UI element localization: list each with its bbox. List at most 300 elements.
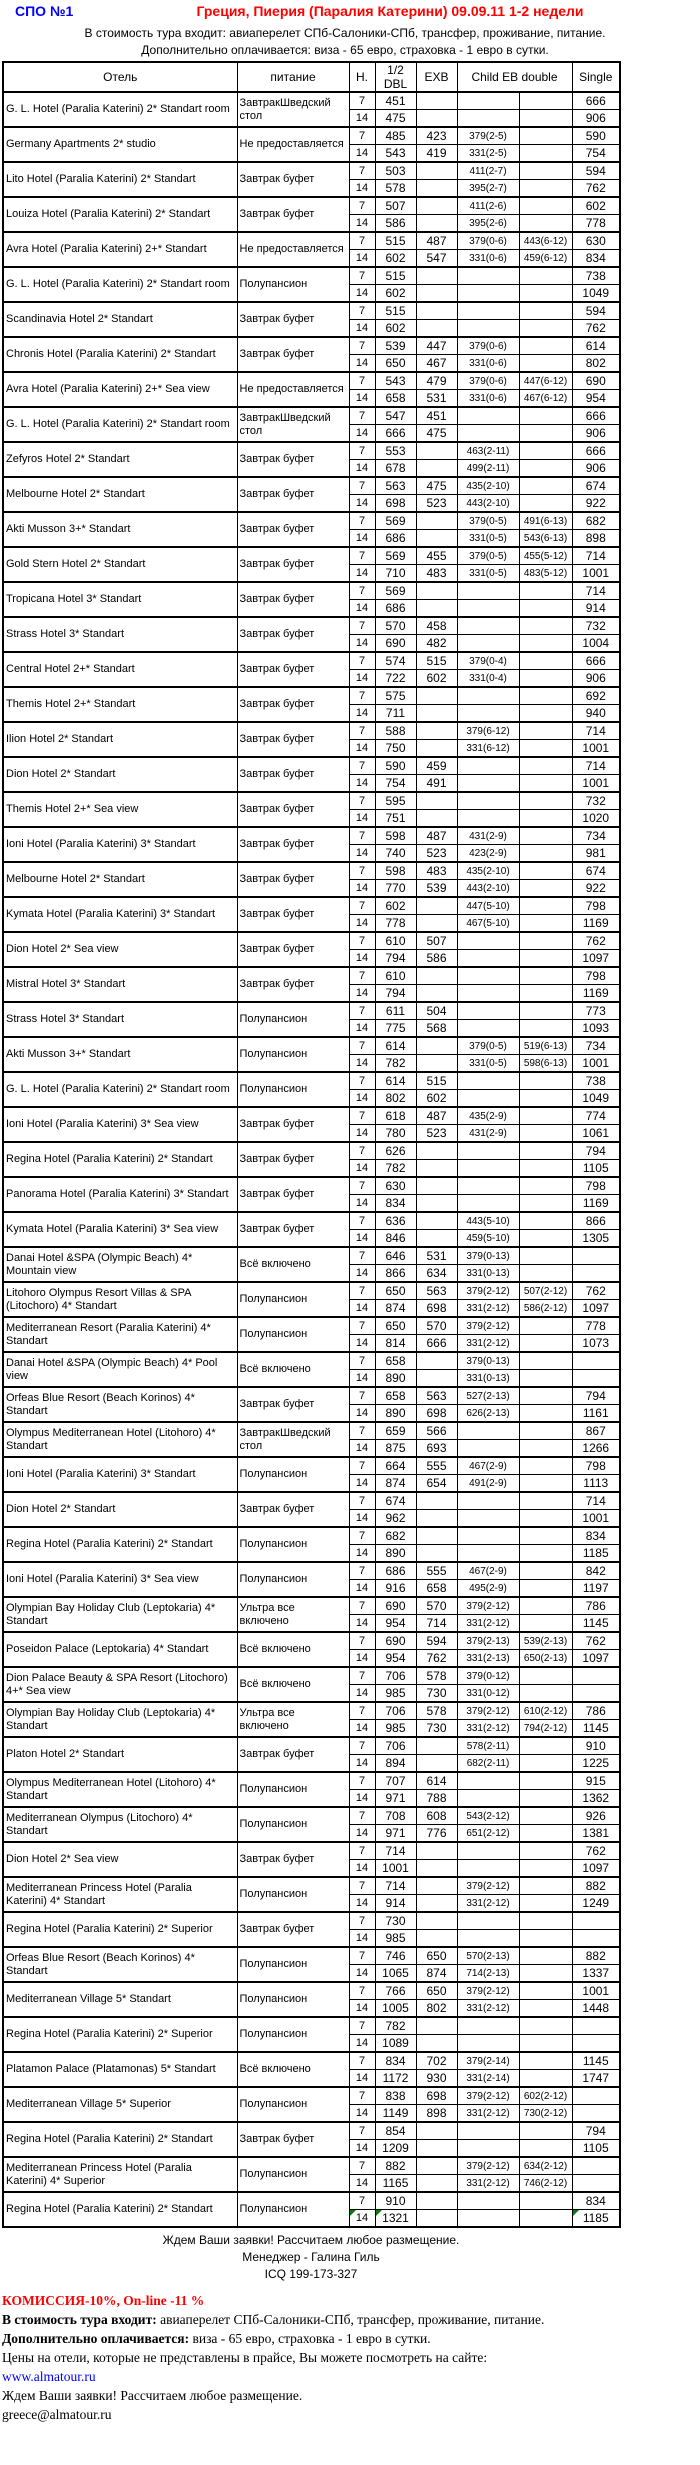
cell-child-1 <box>457 2122 519 2140</box>
cell-child-2 <box>519 1895 572 1913</box>
cell-single: 1169 <box>572 1195 620 1213</box>
cell-dbl: 794 <box>375 950 416 968</box>
cell-single: 910 <box>572 1737 620 1755</box>
cell-child-1: 379(2-12) <box>457 1702 519 1720</box>
hotel-name-cell: Kymata Hotel (Paralia Katerini) 3* Standart <box>3 897 237 932</box>
cell-child-2 <box>519 827 572 845</box>
hotel-name-cell: Mediterranean Village 5* Standart <box>3 1982 237 2017</box>
cell-child-2 <box>519 2035 572 2053</box>
cell-single: 734 <box>572 1037 620 1055</box>
table-row <box>3 162 620 180</box>
cell-exb <box>416 1842 457 1860</box>
cell-exb: 455 <box>416 547 457 565</box>
meal-cell: Завтрак буфет <box>237 1387 349 1422</box>
cell-dbl: 610 <box>375 932 416 950</box>
cell-child-2 <box>519 1335 572 1353</box>
cell-child-2 <box>519 757 572 775</box>
cell-nights: 7 <box>349 267 375 285</box>
cell-dbl: 985 <box>375 1720 416 1738</box>
table-row <box>3 1772 620 1790</box>
cell-exb <box>416 810 457 828</box>
cell-exb: 475 <box>416 477 457 495</box>
meal-cell: ЗавтракШведский стол <box>237 92 349 127</box>
meal-cell: Не предоставляется <box>237 127 349 162</box>
cell-exb <box>416 1037 457 1055</box>
table-row <box>3 687 620 705</box>
cell-exb <box>416 530 457 548</box>
cell-child-2 <box>519 932 572 950</box>
cell-dbl: 746 <box>375 1947 416 1965</box>
cell-child-1 <box>457 1020 519 1038</box>
table-row <box>3 1562 620 1580</box>
cell-child-1: 379(2-12) <box>457 1282 519 1300</box>
hotel-name-cell: Scandinavia Hotel 2* Standart <box>3 302 237 337</box>
cell-exb: 608 <box>416 1807 457 1825</box>
cell-child-2 <box>519 2210 572 2228</box>
bottom-requests: Ждем Ваши заявки! Рассчитаем любое размещение. <box>2 2388 303 2403</box>
cell-nights: 14 <box>349 1580 375 1598</box>
cell-child-2 <box>519 1737 572 1755</box>
cell-dbl: 515 <box>375 232 416 250</box>
meal-cell: Завтрак буфет <box>237 1142 349 1177</box>
cell-child-1 <box>457 705 519 723</box>
cell-nights: 7 <box>349 127 375 145</box>
table-row <box>3 617 620 635</box>
cell-nights: 14 <box>349 1370 375 1388</box>
cell-child-1 <box>457 1860 519 1878</box>
cell-dbl: 543 <box>375 372 416 390</box>
cell-child-2 <box>519 477 572 495</box>
cell-child-1: 331(0-5) <box>457 1055 519 1073</box>
cell-exb: 602 <box>416 670 457 688</box>
cell-single: 1097 <box>572 1860 620 1878</box>
cell-exb: 475 <box>416 425 457 443</box>
meal-cell: Полупансион <box>237 2087 349 2122</box>
meal-cell: Завтрак буфет <box>237 162 349 197</box>
cell-exb: 802 <box>416 2000 457 2018</box>
cell-dbl: 602 <box>375 285 416 303</box>
cell-single: 1249 <box>572 1895 620 1913</box>
cell-single: 754 <box>572 145 620 163</box>
cell-single: 906 <box>572 110 620 128</box>
meal-cell: Завтрак буфет <box>237 442 349 477</box>
cell-nights: 14 <box>349 1685 375 1703</box>
meal-cell: Не предоставляется <box>237 372 349 407</box>
cell-single <box>572 1265 620 1283</box>
cell-dbl: 866 <box>375 1265 416 1283</box>
cell-exb: 451 <box>416 407 457 425</box>
cell-single: 714 <box>572 582 620 600</box>
cell-single: 773 <box>572 1002 620 1020</box>
cell-child-1 <box>457 792 519 810</box>
cell-nights: 7 <box>349 92 375 110</box>
cell-exb: 693 <box>416 1440 457 1458</box>
cell-nights: 14 <box>349 215 375 233</box>
cell-nights: 7 <box>349 2122 375 2140</box>
cell-nights: 7 <box>349 337 375 355</box>
meal-cell: Не предоставляется <box>237 232 349 267</box>
cell-nights: 7 <box>349 687 375 705</box>
hotel-name-cell: Ilion Hotel 2* Standart <box>3 722 237 757</box>
cell-child-2 <box>519 285 572 303</box>
cell-child-1: 331(2-12) <box>457 1615 519 1633</box>
table-row <box>3 372 620 390</box>
cell-single: 882 <box>572 1947 620 1965</box>
table-row <box>3 792 620 810</box>
cell-nights: 14 <box>349 845 375 863</box>
cell-nights: 7 <box>349 1562 375 1580</box>
cell-nights: 14 <box>349 600 375 618</box>
cell-single: 915 <box>572 1772 620 1790</box>
cell-single: 762 <box>572 1632 620 1650</box>
cell-dbl: 666 <box>375 425 416 443</box>
cell-nights: 14 <box>349 950 375 968</box>
cell-child-2 <box>519 1475 572 1493</box>
cell-single: 1001 <box>572 1055 620 1073</box>
cell-nights: 14 <box>349 1755 375 1773</box>
table-row <box>3 1597 620 1615</box>
cell-exb: 654 <box>416 1475 457 1493</box>
cell-dbl: 698 <box>375 495 416 513</box>
cell-dbl: 985 <box>375 1685 416 1703</box>
meal-cell: Завтрак буфет <box>237 967 349 1002</box>
cell-nights: 7 <box>349 582 375 600</box>
meal-cell: Завтрак буфет <box>237 477 349 512</box>
meal-cell: Полупансион <box>237 1037 349 1072</box>
cell-child-2 <box>519 2070 572 2088</box>
cell-single: 798 <box>572 897 620 915</box>
meal-cell: Завтрак буфет <box>237 792 349 827</box>
cell-child-2 <box>519 705 572 723</box>
col-header-child: Child EB double <box>457 62 572 92</box>
cell-dbl: 914 <box>375 1895 416 1913</box>
cell-child-1: 331(0-6) <box>457 355 519 373</box>
cell-child-1 <box>457 600 519 618</box>
hotel-name-cell: G. L. Hotel (Paralia Katerini) 2* Standart room <box>3 407 237 442</box>
cell-single: 1001 <box>572 1510 620 1528</box>
cell-nights: 14 <box>349 2140 375 2158</box>
cell-nights: 7 <box>349 1842 375 1860</box>
cell-child-1: 578(2-11) <box>457 1737 519 1755</box>
cell-dbl: 766 <box>375 1982 416 2000</box>
table-row <box>3 1177 620 1195</box>
cell-dbl: 686 <box>375 1562 416 1580</box>
cell-nights: 14 <box>349 2070 375 2088</box>
cell-child-2 <box>519 1492 572 1510</box>
footer-icq: ICQ 199-173-327 <box>264 2267 358 2281</box>
cell-dbl: 610 <box>375 967 416 985</box>
hotel-name-cell: Poseidon Palace (Leptokaria) 4* Standart <box>3 1632 237 1667</box>
table-row <box>3 407 620 425</box>
cell-single: 762 <box>572 932 620 950</box>
cell-dbl: 985 <box>375 1930 416 1948</box>
cell-dbl: 706 <box>375 1702 416 1720</box>
cell-single: 1001 <box>572 1982 620 2000</box>
cell-exb <box>416 1930 457 1948</box>
cell-dbl: 658 <box>375 1387 416 1405</box>
cell-dbl: 730 <box>375 1912 416 1930</box>
cell-child-2 <box>519 302 572 320</box>
hotel-name-cell: Panorama Hotel (Paralia Katerini) 3* Standart <box>3 1177 237 1212</box>
cell-child-1: 379(0-13) <box>457 1352 519 1370</box>
cell-single: 1362 <box>572 1790 620 1808</box>
cell-dbl: 630 <box>375 1177 416 1195</box>
cell-child-2 <box>519 1877 572 1895</box>
cell-single: 922 <box>572 880 620 898</box>
cell-child-2 <box>519 862 572 880</box>
cell-exb <box>416 897 457 915</box>
cell-exb <box>416 1510 457 1528</box>
cell-single: 732 <box>572 792 620 810</box>
cell-child-1 <box>457 2017 519 2035</box>
cell-nights: 14 <box>349 1265 375 1283</box>
cell-dbl: 711 <box>375 705 416 723</box>
meal-cell: Полупансион <box>237 2017 349 2052</box>
cell-child-1: 331(2-12) <box>457 1335 519 1353</box>
cell-child-2 <box>519 1212 572 1230</box>
cell-single: 692 <box>572 687 620 705</box>
meal-cell: ЗавтракШведский стол <box>237 407 349 442</box>
cell-single: 1337 <box>572 1965 620 1983</box>
cell-exb <box>416 1055 457 1073</box>
cell-single: 594 <box>572 162 620 180</box>
cell-dbl: 1005 <box>375 2000 416 2018</box>
meal-cell: Завтрак буфет <box>237 652 349 687</box>
cell-child-2: 730(2-12) <box>519 2105 572 2123</box>
table-row <box>3 477 620 495</box>
cell-child-1: 331(0-6) <box>457 250 519 268</box>
table-row <box>3 582 620 600</box>
cell-single <box>572 2087 620 2105</box>
cell-child-2 <box>519 1580 572 1598</box>
hotel-name-cell: Regina Hotel (Paralia Katerini) 2* Standart <box>3 1527 237 1562</box>
table-row <box>3 1247 620 1265</box>
cell-exb: 634 <box>416 1265 457 1283</box>
table-row <box>3 1212 620 1230</box>
cell-dbl: 854 <box>375 2122 416 2140</box>
cell-child-1: 543(2-12) <box>457 1807 519 1825</box>
cell-dbl: 602 <box>375 320 416 338</box>
cell-nights: 14 <box>349 110 375 128</box>
cell-child-1 <box>457 1930 519 1948</box>
cell-child-1: 395(2-7) <box>457 180 519 198</box>
cell-nights: 7 <box>349 302 375 320</box>
cell-child-2 <box>519 1790 572 1808</box>
cell-exb <box>416 1352 457 1370</box>
cell-nights: 14 <box>349 2035 375 2053</box>
cell-nights: 7 <box>349 1527 375 1545</box>
cell-exb: 523 <box>416 845 457 863</box>
cell-dbl: 740 <box>375 845 416 863</box>
cell-nights: 14 <box>349 355 375 373</box>
meal-cell: Полупансион <box>237 1807 349 1842</box>
cell-dbl: 780 <box>375 1125 416 1143</box>
cell-dbl: 707 <box>375 1772 416 1790</box>
cell-child-2 <box>519 1457 572 1475</box>
cell-single: 666 <box>572 442 620 460</box>
cell-dbl: 503 <box>375 162 416 180</box>
meal-cell: Завтрак буфет <box>237 197 349 232</box>
cell-nights: 14 <box>349 705 375 723</box>
cell-single: 1105 <box>572 2140 620 2158</box>
cell-exb: 458 <box>416 617 457 635</box>
cell-single: 1073 <box>572 1335 620 1353</box>
cell-dbl: 659 <box>375 1422 416 1440</box>
cell-dbl: 626 <box>375 1142 416 1160</box>
meal-cell: Завтрак буфет <box>237 1492 349 1527</box>
cell-child-2 <box>519 985 572 1003</box>
cell-exb <box>416 1160 457 1178</box>
cell-exb: 602 <box>416 1090 457 1108</box>
cell-child-2 <box>519 2052 572 2070</box>
cell-child-2 <box>519 775 572 793</box>
cell-dbl: 778 <box>375 915 416 933</box>
meal-cell: Завтрак буфет <box>237 302 349 337</box>
cell-nights: 7 <box>349 792 375 810</box>
table-row <box>3 127 620 145</box>
cell-single: 682 <box>572 512 620 530</box>
cell-exb: 487 <box>416 1107 457 1125</box>
table-row <box>3 967 620 985</box>
cell-dbl: 802 <box>375 1090 416 1108</box>
cell-child-2 <box>519 1615 572 1633</box>
cell-dbl: 706 <box>375 1667 416 1685</box>
cell-exb: 930 <box>416 2070 457 2088</box>
meal-cell: Полупансион <box>237 1527 349 1562</box>
cell-exb <box>416 1230 457 1248</box>
hotel-name-cell: Lito Hotel (Paralia Katerini) 2* Standart <box>3 162 237 197</box>
cell-child-1: 331(2-13) <box>457 1650 519 1668</box>
cell-child-2 <box>519 740 572 758</box>
cell-exb <box>416 2140 457 2158</box>
cell-nights: 7 <box>349 897 375 915</box>
price-table <box>2 61 621 2228</box>
table-row <box>3 1492 620 1510</box>
cell-child-1: 395(2-6) <box>457 215 519 233</box>
cell-child-2 <box>519 845 572 863</box>
cell-child-1 <box>457 1527 519 1545</box>
meal-cell: Полупансион <box>237 1457 349 1492</box>
website-link[interactable]: www.almatour.ru <box>2 2369 96 2384</box>
cell-dbl: 751 <box>375 810 416 828</box>
meal-cell: Всё включено <box>237 1352 349 1387</box>
cell-dbl: 539 <box>375 337 416 355</box>
cell-single: 762 <box>572 180 620 198</box>
cell-nights: 14 <box>349 915 375 933</box>
cell-child-1 <box>457 285 519 303</box>
cell-single: 922 <box>572 495 620 513</box>
cell-single: 1097 <box>572 950 620 968</box>
cell-nights: 14 <box>349 1195 375 1213</box>
cell-dbl: 834 <box>375 1195 416 1213</box>
cell-nights: 7 <box>349 197 375 215</box>
cell-child-2 <box>519 1527 572 1545</box>
cell-nights: 14 <box>349 1510 375 1528</box>
hotel-name-cell: Tropicana Hotel 3* Standart <box>3 582 237 617</box>
cell-dbl: 794 <box>375 985 416 1003</box>
hotel-name-cell: G. L. Hotel (Paralia Katerini) 2* Standart room <box>3 267 237 302</box>
table-row <box>3 2192 620 2210</box>
cell-single: 594 <box>572 302 620 320</box>
cell-child-1: 495(2-9) <box>457 1580 519 1598</box>
cell-nights: 7 <box>349 232 375 250</box>
cell-exb <box>416 197 457 215</box>
cell-dbl: 569 <box>375 582 416 600</box>
cell-exb: 555 <box>416 1457 457 1475</box>
cell-single: 690 <box>572 372 620 390</box>
meal-cell: Всё включено <box>237 1667 349 1702</box>
cell-child-1 <box>457 1790 519 1808</box>
cell-nights: 7 <box>349 1107 375 1125</box>
table-row <box>3 267 620 285</box>
commission-note: КОМИССИЯ-10%, On-line -11 % <box>2 2293 205 2308</box>
cell-exb: 702 <box>416 2052 457 2070</box>
cell-single: 666 <box>572 92 620 110</box>
meal-cell: Завтрак буфет <box>237 897 349 932</box>
cell-nights: 7 <box>349 1912 375 1930</box>
cell-single: 882 <box>572 1877 620 1895</box>
cell-exb <box>416 110 457 128</box>
cell-child-1: 331(2-14) <box>457 2070 519 2088</box>
cell-dbl: 834 <box>375 2052 416 2070</box>
cell-dbl: 775 <box>375 1020 416 1038</box>
col-header-dbl: 1/2 DBL <box>375 62 416 92</box>
cell-child-2 <box>519 600 572 618</box>
cell-child-2 <box>519 180 572 198</box>
cell-nights: 14 <box>349 390 375 408</box>
cell-exb: 507 <box>416 932 457 950</box>
cell-exb: 447 <box>416 337 457 355</box>
cell-single: 940 <box>572 705 620 723</box>
cell-nights: 14 <box>349 985 375 1003</box>
cell-nights: 7 <box>349 1772 375 1790</box>
cell-child-1 <box>457 1440 519 1458</box>
cell-child-2 <box>519 145 572 163</box>
cell-dbl: 574 <box>375 652 416 670</box>
cell-child-2: 610(2-12) <box>519 1702 572 1720</box>
table-row <box>3 1037 620 1055</box>
cell-child-2 <box>519 1317 572 1335</box>
cell-child-2 <box>519 1772 572 1790</box>
meal-cell: Завтрак буфет <box>237 757 349 792</box>
cell-child-1: 682(2-11) <box>457 1755 519 1773</box>
cell-exb <box>416 512 457 530</box>
cell-child-2 <box>519 442 572 460</box>
cell-child-1: 331(0-13) <box>457 1370 519 1388</box>
bottom-included-line <box>2 2310 700 2329</box>
cell-single: 798 <box>572 1457 620 1475</box>
table-row <box>3 1457 620 1475</box>
hotel-name-cell: Germany Apartments 2* studio <box>3 127 237 162</box>
cell-exb <box>416 162 457 180</box>
cell-nights: 14 <box>349 425 375 443</box>
cell-nights: 7 <box>349 2087 375 2105</box>
cell-child-2 <box>519 670 572 688</box>
cell-single: 798 <box>572 967 620 985</box>
cell-single: 614 <box>572 337 620 355</box>
bottom-prices-note: Цены на отели, которые не представлены в прайсе, Вы можете посмотреть на сайте: <box>2 2350 488 2365</box>
cell-exb <box>416 1142 457 1160</box>
cell-exb <box>416 215 457 233</box>
cell-exb: 419 <box>416 145 457 163</box>
table-row <box>3 757 620 775</box>
cell-nights: 7 <box>349 1002 375 1020</box>
cell-dbl: 602 <box>375 250 416 268</box>
price-table-body <box>3 92 620 2227</box>
cell-child-1: 379(0-12) <box>457 1667 519 1685</box>
cell-child-2: 539(2-13) <box>519 1632 572 1650</box>
cell-dbl: 708 <box>375 1807 416 1825</box>
